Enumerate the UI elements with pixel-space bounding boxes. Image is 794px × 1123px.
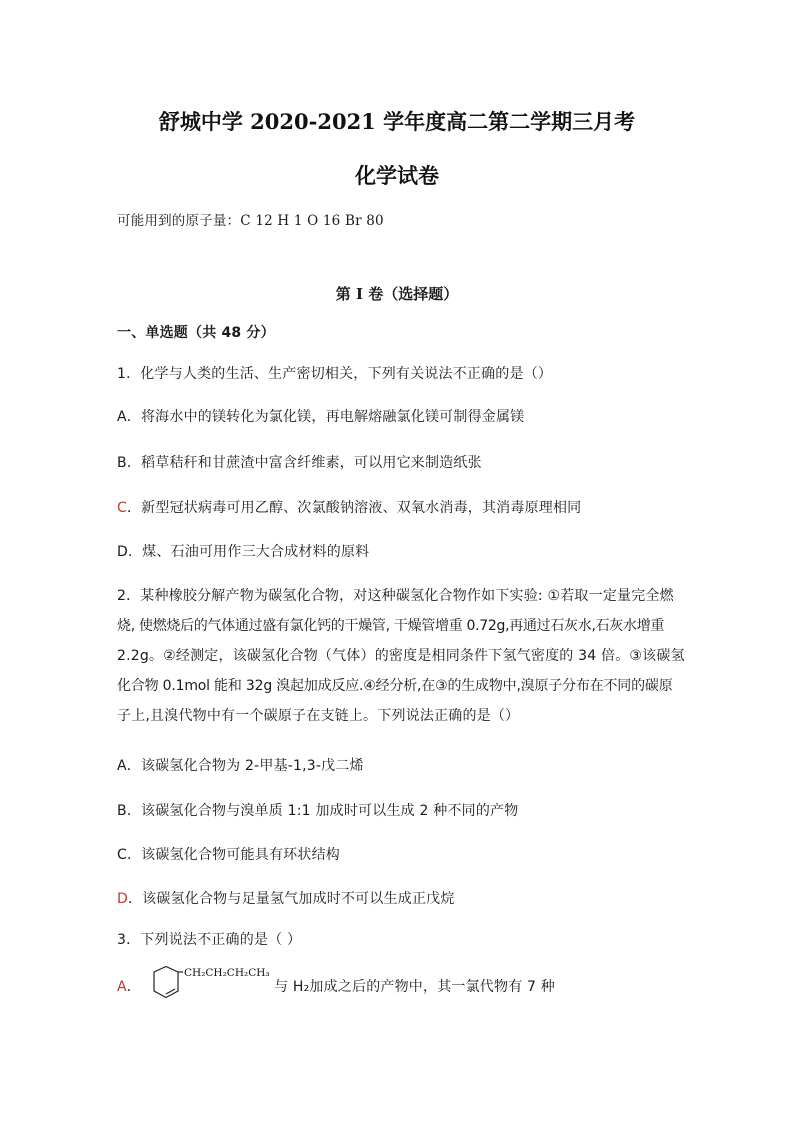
benzene-ring-icon (154, 967, 178, 998)
q3-option-a (117, 976, 141, 996)
option-letter: A (117, 979, 127, 995)
exam-title: 舒城中学 2020-2021 学年度高二第二学期三月考 (158, 109, 636, 134)
q2-option-a (117, 755, 364, 775)
question-3-stem: 3．下列说法不正确的是（ ） (117, 932, 302, 948)
question-2-stem-line: 烧, 使燃烧后的气体通过盛有氯化钙的干燥管, 干燥管增重 0.72g,再通过石灰水,石灰水增重 (117, 618, 665, 634)
option-text: ．该碳氢化合物与溴单质 1:1 加成时可以生成 2 种不同的产物 (126, 803, 519, 819)
q3-option-a-rest: 与 H₂加成之后的产物中，其一氯代物有 7 种 (274, 979, 555, 995)
option-letter: B (117, 803, 127, 819)
question-1-stem: 1．化学与人类的生活、生产密切相关，下列有关说法不正确的是（） (117, 366, 553, 382)
q1-option-b (117, 452, 482, 472)
q1-option-a (117, 406, 524, 426)
option-letter: A (117, 758, 127, 774)
volume-title: 第 I 卷（选择题） (335, 285, 459, 303)
option-letter: D (117, 891, 128, 907)
option-letter: C (117, 500, 127, 516)
option-text: ．煤、石油可用作三大合成材料的原料 (127, 544, 370, 560)
option-letter: C (117, 847, 127, 863)
option-text: ． (126, 979, 141, 995)
butylbenzene-structure (145, 966, 273, 1002)
q1-option-c (117, 497, 581, 517)
question-2-stem-line: 化合物 0.1mol 能和 32g 溴起加成反应.④经分析,在③的生成物中,溴原子分布在不同的碳原 (117, 678, 673, 694)
option-text: ．新型冠状病毒可用乙醇、次氯酸钠溶液、双氧水消毒，其消毒原理相同 (126, 500, 582, 516)
option-text: ．该碳氢化合物与足量氢气加成时不可以生成正戊烷 (127, 891, 455, 907)
question-2-stem-line: 2.2g。②经测定，该碳氢化合物（气体）的密度是相同条件下氢气密度的 34 倍。③该碳氢 (117, 648, 685, 664)
q2-option-d (117, 888, 455, 908)
option-text: ．该碳氢化合物为 2-甲基-1,3-戊二烯 (126, 758, 364, 774)
section-heading: 一、单选题（共 48 分） (117, 325, 275, 341)
option-text: ．该碳氢化合物可能具有环状结构 (126, 847, 340, 863)
exam-subtitle: 化学试卷 (355, 163, 439, 188)
option-text: ．稻草秸秆和甘蔗渣中富含纤维素，可以用它来制造纸张 (126, 455, 482, 471)
option-letter: D (117, 544, 128, 560)
option-letter: A (117, 409, 127, 425)
option-letter: B (117, 455, 127, 471)
atomic-mass-line: 可能用到的原子量：C 12 H 1 O 16 Br 80 (117, 213, 384, 229)
q1-option-d (117, 541, 369, 561)
q2-option-b (117, 800, 518, 820)
alkyl-chain-label: CH₂CH₂CH₂CH₃ (184, 967, 270, 979)
question-2-stem-line: 子上,且溴代物中有一个碳原子在支链上。下列说法正确的是（） (117, 708, 520, 724)
q2-option-c (117, 844, 340, 864)
question-2-stem-line: 2．某种橡胶分解产物为碳氢化合物，对这种碳氢化合物作如下实验: ①若取一定量完全燃 (117, 588, 674, 604)
option-text: ．将海水中的镁转化为氯化镁，再电解熔融氯化镁可制得金属镁 (126, 409, 525, 425)
